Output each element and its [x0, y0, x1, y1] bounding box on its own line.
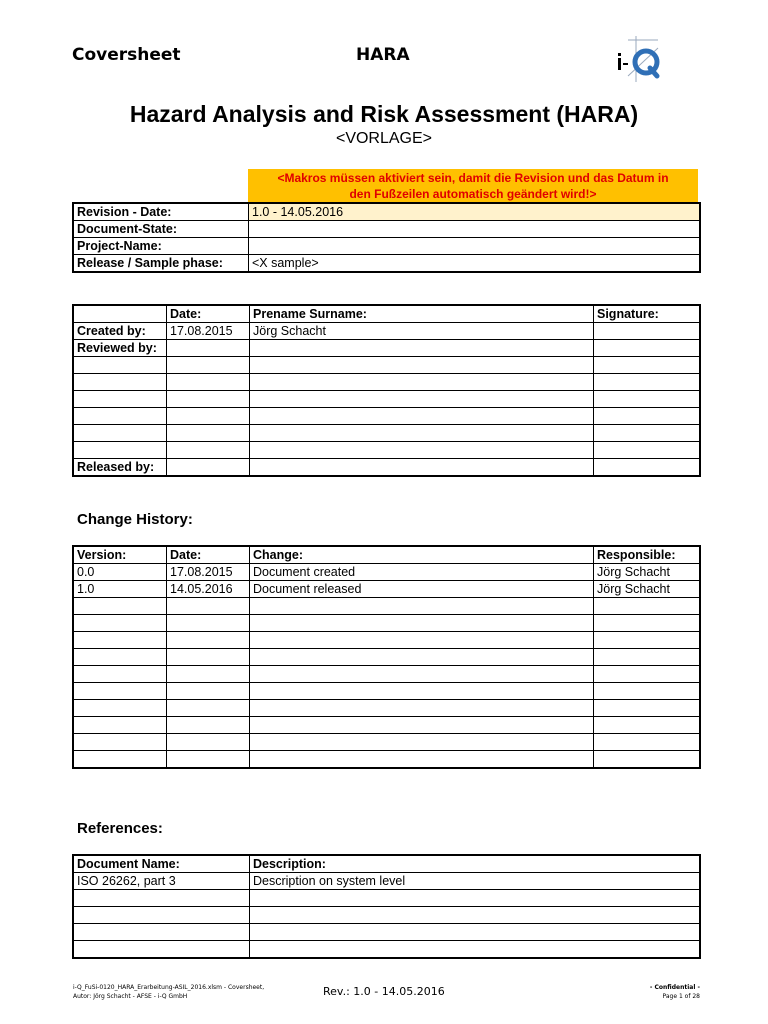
table-row [74, 442, 700, 459]
table-row [74, 581, 700, 598]
table-cell[interactable] [250, 391, 594, 408]
table-cell[interactable] [594, 357, 700, 374]
header-cell: Description: [250, 856, 700, 873]
table-cell[interactable] [167, 598, 250, 615]
table-cell[interactable] [250, 734, 594, 751]
table-cell[interactable] [594, 598, 700, 615]
table-cell[interactable] [594, 734, 700, 751]
table-row [74, 873, 700, 890]
table-cell[interactable] [167, 357, 250, 374]
table-cell[interactable] [594, 615, 700, 632]
header-cell: Date: [167, 306, 250, 323]
table-cell[interactable] [250, 666, 594, 683]
table-row [74, 734, 700, 751]
info-label: Revision - Date: [74, 204, 249, 221]
revision-date-value[interactable]: 1.0 - 14.05.2016 [249, 204, 700, 221]
table-cell[interactable] [167, 734, 250, 751]
table-cell[interactable] [250, 615, 594, 632]
table-cell[interactable] [594, 649, 700, 666]
table-cell[interactable] [250, 890, 700, 907]
table-cell[interactable] [167, 632, 250, 649]
created-date[interactable]: 17.08.2015 [167, 323, 250, 340]
table-cell[interactable] [594, 374, 700, 391]
table-cell[interactable] [74, 408, 167, 425]
document-info-table [73, 203, 700, 272]
version-cell[interactable]: 1.0 [74, 581, 167, 598]
table-cell[interactable] [74, 751, 167, 768]
table-row [74, 221, 700, 238]
table-cell[interactable] [167, 717, 250, 734]
table-row [74, 598, 700, 615]
table-cell[interactable] [594, 700, 700, 717]
table-cell[interactable] [167, 666, 250, 683]
table-cell[interactable] [74, 717, 167, 734]
table-cell[interactable] [74, 734, 167, 751]
table-cell[interactable] [594, 442, 700, 459]
table-row [74, 238, 700, 255]
document-name-cell[interactable]: ISO 26262, part 3 [74, 873, 250, 890]
references-table [73, 855, 700, 958]
table-cell[interactable] [74, 615, 167, 632]
table-row [74, 425, 700, 442]
project-name-value[interactable] [249, 238, 700, 255]
table-cell[interactable] [167, 408, 250, 425]
table-row [74, 666, 700, 683]
table-row [74, 306, 700, 323]
header-cell: Signature: [594, 306, 700, 323]
header-left-title: Coversheet [72, 45, 181, 65]
created-signature[interactable] [594, 323, 700, 340]
table-cell[interactable] [74, 632, 167, 649]
table-row [74, 683, 700, 700]
table-cell[interactable] [74, 666, 167, 683]
warning-line-1: <Makros müssen aktiviert sein, damit die Revision und das Datum in [277, 171, 669, 185]
table-row [74, 391, 700, 408]
table-cell[interactable] [594, 459, 700, 476]
table-cell[interactable] [74, 941, 250, 958]
table-cell[interactable] [167, 683, 250, 700]
document-state-value[interactable] [249, 221, 700, 238]
document-subtitle: <VORLAGE> [335, 130, 433, 147]
footer-confidential: - Confidential - [649, 984, 700, 991]
table-cell[interactable] [167, 459, 250, 476]
table-cell[interactable] [250, 357, 594, 374]
warning-line-2: den Fußzeilen automatisch geändert wird!> [349, 187, 597, 201]
release-phase-value[interactable]: <X sample> [249, 255, 700, 272]
version-cell[interactable]: 0.0 [74, 564, 167, 581]
table-cell[interactable] [74, 683, 167, 700]
table-row [74, 632, 700, 649]
table-cell[interactable] [74, 890, 250, 907]
table-cell[interactable] [250, 425, 594, 442]
macro-warning-banner [248, 169, 698, 203]
footer-page-number: Page 1 of 28 [662, 993, 700, 1000]
document-title: Hazard Analysis and Risk Assessment (HARA) [129, 101, 639, 127]
table-cell[interactable] [74, 391, 167, 408]
table-cell[interactable] [74, 649, 167, 666]
table-row [74, 408, 700, 425]
table-row [74, 615, 700, 632]
table-row [74, 374, 700, 391]
header-cell: Date: [167, 547, 250, 564]
table-row [74, 890, 700, 907]
references-heading: References: [77, 820, 163, 837]
description-cell[interactable]: Description on system level [250, 873, 700, 890]
table-row [74, 941, 700, 958]
date-cell[interactable]: 17.08.2015 [167, 564, 250, 581]
table-row [74, 649, 700, 666]
table-cell[interactable] [250, 340, 594, 357]
approval-table [73, 305, 700, 476]
table-row [74, 204, 700, 221]
created-name[interactable]: Jörg Schacht [250, 323, 594, 340]
table-cell[interactable] [250, 683, 594, 700]
table-cell[interactable] [250, 442, 594, 459]
table-cell[interactable] [167, 391, 250, 408]
responsible-cell[interactable]: Jörg Schacht [594, 581, 700, 598]
table-cell[interactable] [250, 924, 700, 941]
date-cell[interactable]: 14.05.2016 [167, 581, 250, 598]
table-cell[interactable] [250, 374, 594, 391]
header-center-title: HARA [356, 45, 410, 65]
header-cell: Document Name: [74, 856, 250, 873]
table-cell[interactable] [250, 459, 594, 476]
table-cell[interactable] [74, 442, 167, 459]
info-label: Release / Sample phase: [74, 255, 249, 272]
table-row [74, 924, 700, 941]
header-cell: Version: [74, 547, 167, 564]
table-cell[interactable] [594, 683, 700, 700]
table-cell[interactable] [74, 374, 167, 391]
table-row [74, 255, 700, 272]
table-cell[interactable] [74, 700, 167, 717]
table-row [74, 564, 700, 581]
table-cell[interactable] [594, 751, 700, 768]
table-cell[interactable] [594, 717, 700, 734]
table-row [74, 717, 700, 734]
footer-file-name: i-Q_FuSi-0120_HARA_Erarbeitung-ASIL_2016.xlsm - Coversheet, [73, 984, 265, 991]
table-cell[interactable] [594, 391, 700, 408]
table-cell[interactable] [250, 408, 594, 425]
table-cell[interactable] [250, 717, 594, 734]
table-cell[interactable] [74, 425, 167, 442]
footer-revision: Rev.: 1.0 - 14.05.2016 [323, 985, 445, 998]
table-row [74, 459, 700, 476]
table-cell[interactable] [167, 751, 250, 768]
footer-author: Autor: Jörg Schacht - AFSE - i-Q GmbH [73, 993, 188, 1000]
table-row [74, 856, 700, 873]
table-row [74, 700, 700, 717]
table-cell[interactable] [167, 700, 250, 717]
table-cell[interactable] [250, 941, 700, 958]
table-row [74, 340, 700, 357]
table-cell[interactable] [74, 924, 250, 941]
company-logo [614, 36, 660, 82]
table-cell[interactable] [594, 632, 700, 649]
table-cell[interactable] [167, 442, 250, 459]
responsible-cell[interactable]: Jörg Schacht [594, 564, 700, 581]
table-cell[interactable] [167, 374, 250, 391]
table-cell[interactable] [250, 632, 594, 649]
table-row [74, 907, 700, 924]
info-label: Document-State: [74, 221, 249, 238]
change-cell[interactable]: Document released [250, 581, 594, 598]
table-row [74, 547, 700, 564]
change-cell[interactable]: Document created [250, 564, 594, 581]
table-cell[interactable] [74, 907, 250, 924]
change-history-table [73, 546, 700, 768]
info-label: Project-Name: [74, 238, 249, 255]
header-cell: Prename Surname: [250, 306, 594, 323]
created-by-label: Created by: [74, 323, 167, 340]
table-cell[interactable] [74, 598, 167, 615]
table-cell[interactable] [250, 700, 594, 717]
table-cell[interactable] [250, 598, 594, 615]
table-cell[interactable] [167, 615, 250, 632]
change-history-heading: Change History: [77, 511, 193, 528]
table-cell[interactable] [167, 425, 250, 442]
table-cell[interactable] [250, 751, 594, 768]
table-row [74, 357, 700, 374]
footer-right [560, 983, 700, 1001]
table-row [74, 751, 700, 768]
header-cell [74, 306, 167, 323]
footer-file-info [73, 983, 264, 1001]
table-cell[interactable] [594, 340, 700, 357]
table-cell[interactable] [250, 907, 700, 924]
header-cell: Responsible: [594, 547, 700, 564]
table-cell[interactable] [167, 649, 250, 666]
table-cell[interactable] [74, 357, 167, 374]
table-row [74, 323, 700, 340]
table-cell[interactable] [250, 649, 594, 666]
reviewed-by-label: Reviewed by: [74, 340, 167, 357]
table-cell[interactable] [167, 340, 250, 357]
table-cell[interactable] [594, 425, 700, 442]
released-by-label: Released by: [74, 459, 167, 476]
table-cell[interactable] [594, 666, 700, 683]
table-cell[interactable] [594, 408, 700, 425]
header-cell: Change: [250, 547, 594, 564]
